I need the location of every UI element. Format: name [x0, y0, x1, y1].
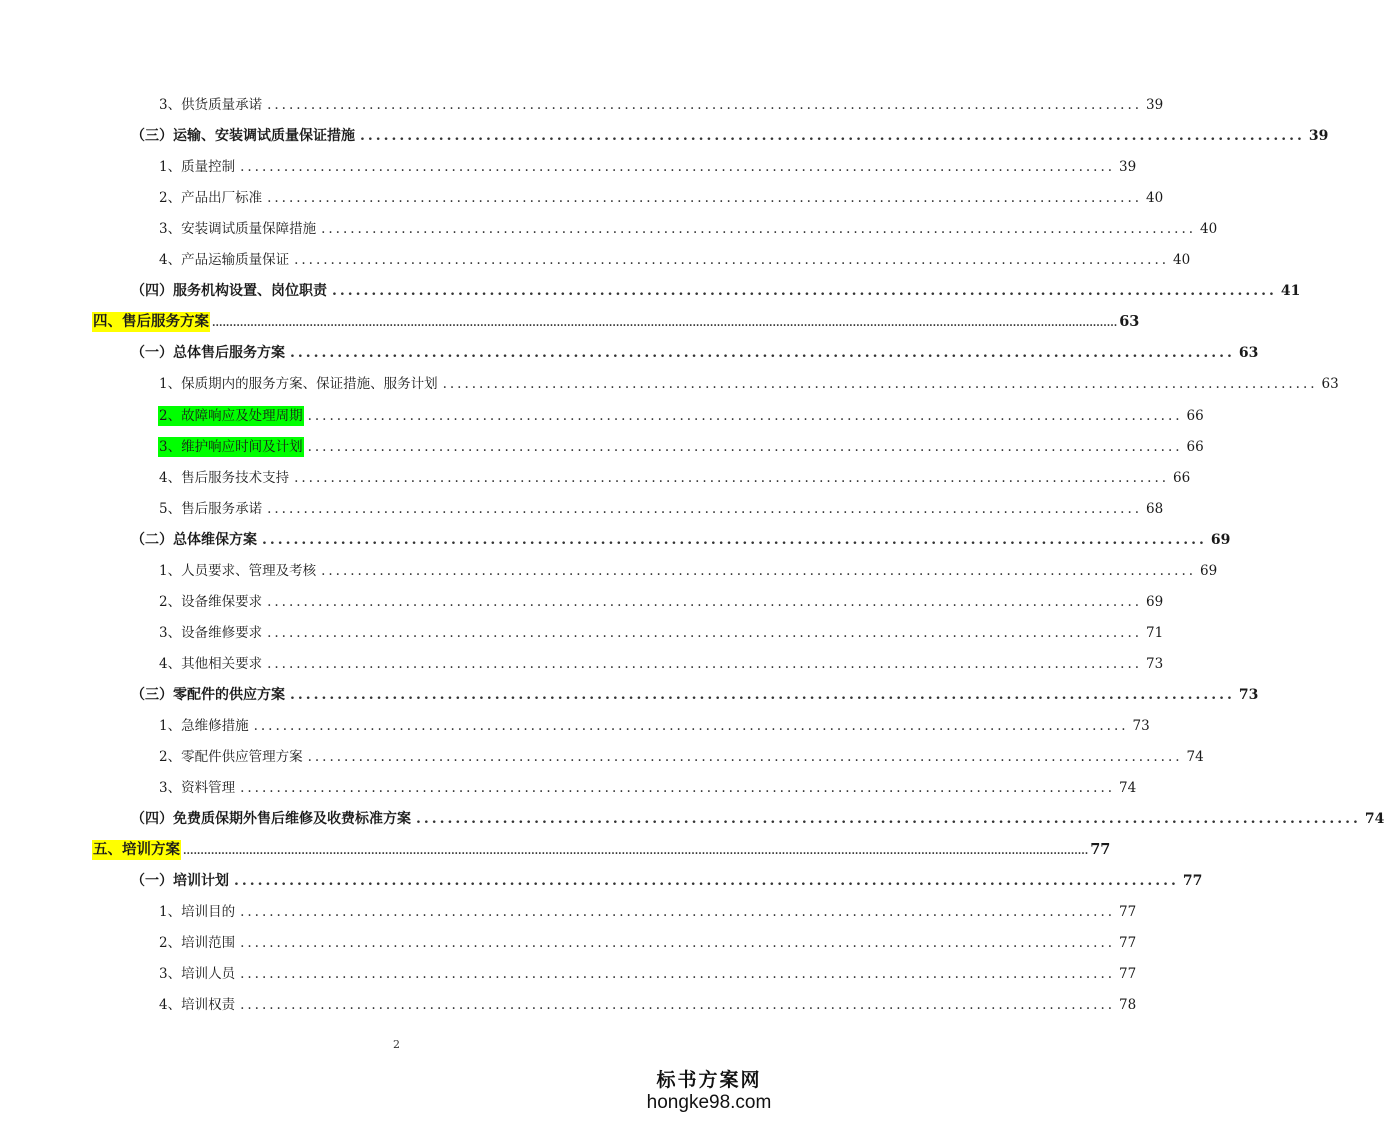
toc-entry[interactable] — [158, 468, 1191, 488]
toc-entry-title: 2、故障响应及处理周期 — [159, 408, 303, 424]
toc-dot-leader: ........................................................................................................................ — [267, 656, 1143, 672]
toc-entry-title: 2、培训范围 — [159, 935, 236, 951]
toc-entry[interactable] — [130, 281, 1301, 301]
toc-dot-leader: .................................................................................................................................................................................................................................................................... — [183, 846, 1089, 857]
toc-entry[interactable] — [92, 312, 1140, 332]
toc-entry-page: 77 — [1182, 873, 1203, 889]
toc-entry-title: 3、培训人员 — [159, 966, 236, 982]
toc-entry-page: 63 — [1238, 345, 1259, 361]
toc-entry-page: 63 — [1321, 376, 1339, 392]
toc-dot-leader: ........................................................................................................................ — [360, 128, 1305, 144]
toc-dot-leader: ........................................................................................................................ — [442, 376, 1318, 392]
toc-entry-title: （四）免费质保期外售后维修及收费标准方案 — [131, 811, 411, 827]
toc-entry[interactable] — [158, 561, 1218, 581]
toc-entry-page: 68 — [1146, 501, 1164, 517]
toc-entry[interactable] — [158, 95, 1164, 115]
toc-entry-page: 73 — [1146, 656, 1164, 672]
toc-entry[interactable] — [158, 250, 1191, 270]
toc-entry[interactable] — [158, 219, 1218, 239]
toc-dot-leader: ........................................................................................................................ — [267, 594, 1143, 610]
toc-entry-title: 2、零配件供应管理方案 — [159, 749, 303, 765]
toc-dot-leader: .................................................................................................................................................................................................................................................................... — [212, 318, 1118, 329]
toc-dot-leader: ........................................................................................................................ — [262, 532, 1207, 548]
toc-entry-page: 41 — [1280, 283, 1301, 299]
toc-entry-title: 3、供货质量承诺 — [159, 97, 263, 113]
toc-dot-leader: ........................................................................................................................ — [294, 470, 1170, 486]
toc-entry-page: 78 — [1119, 997, 1137, 1013]
toc-entry[interactable] — [158, 902, 1137, 922]
toc-entry[interactable] — [158, 995, 1137, 1015]
toc-entry-page: 77 — [1090, 841, 1111, 858]
toc-entry-title: 1、人员要求、管理及考核 — [159, 563, 317, 579]
toc-entry[interactable] — [130, 530, 1231, 550]
toc-entry-title: 4、其他相关要求 — [159, 656, 263, 672]
toc-entry-title: （三）零配件的供应方案 — [131, 687, 285, 703]
toc-entry-title: 四、售后服务方案 — [93, 313, 209, 330]
toc-dot-leader: ........................................................................................................................ — [267, 501, 1143, 517]
toc-entry[interactable] — [158, 592, 1164, 612]
toc-entry-title: 5、售后服务承诺 — [159, 501, 263, 517]
watermark-logo — [639, 1068, 779, 1114]
toc-entry-page: 40 — [1173, 252, 1191, 268]
toc-entry-title: （四）服务机构设置、岗位职责 — [131, 283, 327, 299]
toc-dot-leader: ........................................................................................................................ — [267, 190, 1143, 206]
toc-entry[interactable] — [158, 623, 1164, 643]
toc-dot-leader: ........................................................................................................................ — [332, 283, 1277, 299]
toc-entry-title: 2、设备维保要求 — [159, 594, 263, 610]
toc-dot-leader: ........................................................................................................................ — [240, 904, 1116, 920]
toc-dot-leader: ........................................................................................................................ — [290, 345, 1235, 361]
toc-entry-title: 1、培训目的 — [159, 904, 236, 920]
toc-entry[interactable] — [92, 840, 1111, 860]
toc-entry-title: （一）总体售后服务方案 — [131, 345, 285, 361]
toc-entry[interactable] — [130, 809, 1384, 829]
toc-entry[interactable] — [158, 778, 1137, 798]
toc-entry-page: 73 — [1238, 687, 1259, 703]
page-number: 2 — [393, 1038, 400, 1051]
toc-entry[interactable] — [130, 685, 1259, 705]
toc-entry[interactable] — [158, 716, 1150, 736]
toc-dot-leader: ........................................................................................................................ — [267, 625, 1143, 641]
toc-entry-title: 4、售后服务技术支持 — [159, 470, 290, 486]
toc-entry-page: 73 — [1132, 718, 1150, 734]
toc-entry-page: 66 — [1173, 470, 1191, 486]
toc-entry-page: 63 — [1119, 313, 1140, 330]
toc-entry-title: 3、资料管理 — [159, 780, 236, 796]
toc-entry-title: 1、急维修措施 — [159, 718, 249, 734]
toc-entry-page: 39 — [1146, 97, 1164, 113]
watermark-chinese-text: 标书方案网 — [656, 1069, 762, 1091]
toc-entry[interactable] — [158, 747, 1204, 767]
toc-dot-leader: ........................................................................................................................ — [307, 439, 1183, 455]
toc-dot-leader: ........................................................................................................................ — [240, 159, 1116, 175]
toc-entry-title: 五、培训方案 — [93, 841, 180, 858]
toc-dot-leader: ........................................................................................................................ — [240, 935, 1116, 951]
toc-entry[interactable] — [158, 933, 1137, 953]
toc-entry-page: 69 — [1200, 563, 1218, 579]
toc-entry-title: 2、产品出厂标准 — [159, 190, 263, 206]
toc-dot-leader: ........................................................................................................................ — [307, 749, 1183, 765]
toc-entry-title: 3、安装调试质量保障措施 — [159, 221, 317, 237]
toc-entry-page: 39 — [1308, 128, 1329, 144]
toc-entry[interactable] — [130, 343, 1259, 363]
toc-entry-page: 77 — [1119, 904, 1137, 920]
watermark-url: hongke98.com — [646, 1092, 772, 1113]
toc-entry-page: 71 — [1146, 625, 1164, 641]
toc-entry[interactable] — [130, 871, 1203, 891]
toc-dot-leader: ........................................................................................................................ — [240, 780, 1116, 796]
toc-entry-title: 4、培训权责 — [159, 997, 236, 1013]
toc-entry[interactable] — [158, 964, 1137, 984]
toc-entry[interactable] — [158, 188, 1164, 208]
toc-entry[interactable] — [130, 126, 1329, 146]
toc-entry-title: 3、设备维修要求 — [159, 625, 263, 641]
toc-entry-page: 66 — [1186, 408, 1204, 424]
toc-entry[interactable] — [158, 437, 1204, 457]
toc-dot-leader: ........................................................................................................................ — [321, 563, 1197, 579]
toc-dot-leader: ........................................................................................................................ — [267, 97, 1143, 113]
toc-entry-title: 1、质量控制 — [159, 159, 236, 175]
toc-entry-page: 66 — [1186, 439, 1204, 455]
toc-entry[interactable] — [158, 157, 1137, 177]
toc-entry-page: 69 — [1210, 532, 1231, 548]
toc-dot-leader: ........................................................................................................................ — [240, 966, 1116, 982]
toc-entry-title: 4、产品运输质量保证 — [159, 252, 290, 268]
toc-entry-title: 1、保质期内的服务方案、保证措施、服务计划 — [159, 376, 438, 392]
toc-entry-title: （一）培训计划 — [131, 873, 229, 889]
toc-entry-page: 77 — [1119, 966, 1137, 982]
toc-dot-leader: ........................................................................................................................ — [234, 873, 1179, 889]
toc-entry-page: 74 — [1186, 749, 1204, 765]
toc-dot-leader: ........................................................................................................................ — [253, 718, 1129, 734]
toc-entry-page: 74 — [1119, 780, 1137, 796]
toc-dot-leader: ........................................................................................................................ — [307, 408, 1183, 424]
toc-dot-leader: ........................................................................................................................ — [240, 997, 1116, 1013]
toc-entry[interactable] — [158, 374, 1339, 394]
toc-dot-leader: ........................................................................................................................ — [294, 252, 1170, 268]
toc-entry-title: （二）总体维保方案 — [131, 532, 257, 548]
toc-dot-leader: ........................................................................................................................ — [321, 221, 1197, 237]
toc-entry-title: （三）运输、安装调试质量保证措施 — [131, 128, 355, 144]
toc-entry-page: 69 — [1146, 594, 1164, 610]
toc-dot-leader: ........................................................................................................................ — [290, 687, 1235, 703]
toc-entry[interactable] — [158, 654, 1164, 674]
toc-entry-page: 39 — [1119, 159, 1137, 175]
toc-entry-page: 77 — [1119, 935, 1137, 951]
toc-entry[interactable] — [158, 406, 1204, 426]
toc-entry-page: 74 — [1364, 811, 1384, 827]
toc-entry-page: 40 — [1146, 190, 1164, 206]
toc-entry-title: 3、维护响应时间及计划 — [159, 439, 303, 455]
toc-entry-page: 40 — [1200, 221, 1218, 237]
toc-dot-leader: ........................................................................................................................ — [416, 811, 1361, 827]
toc-entry[interactable] — [158, 499, 1164, 519]
